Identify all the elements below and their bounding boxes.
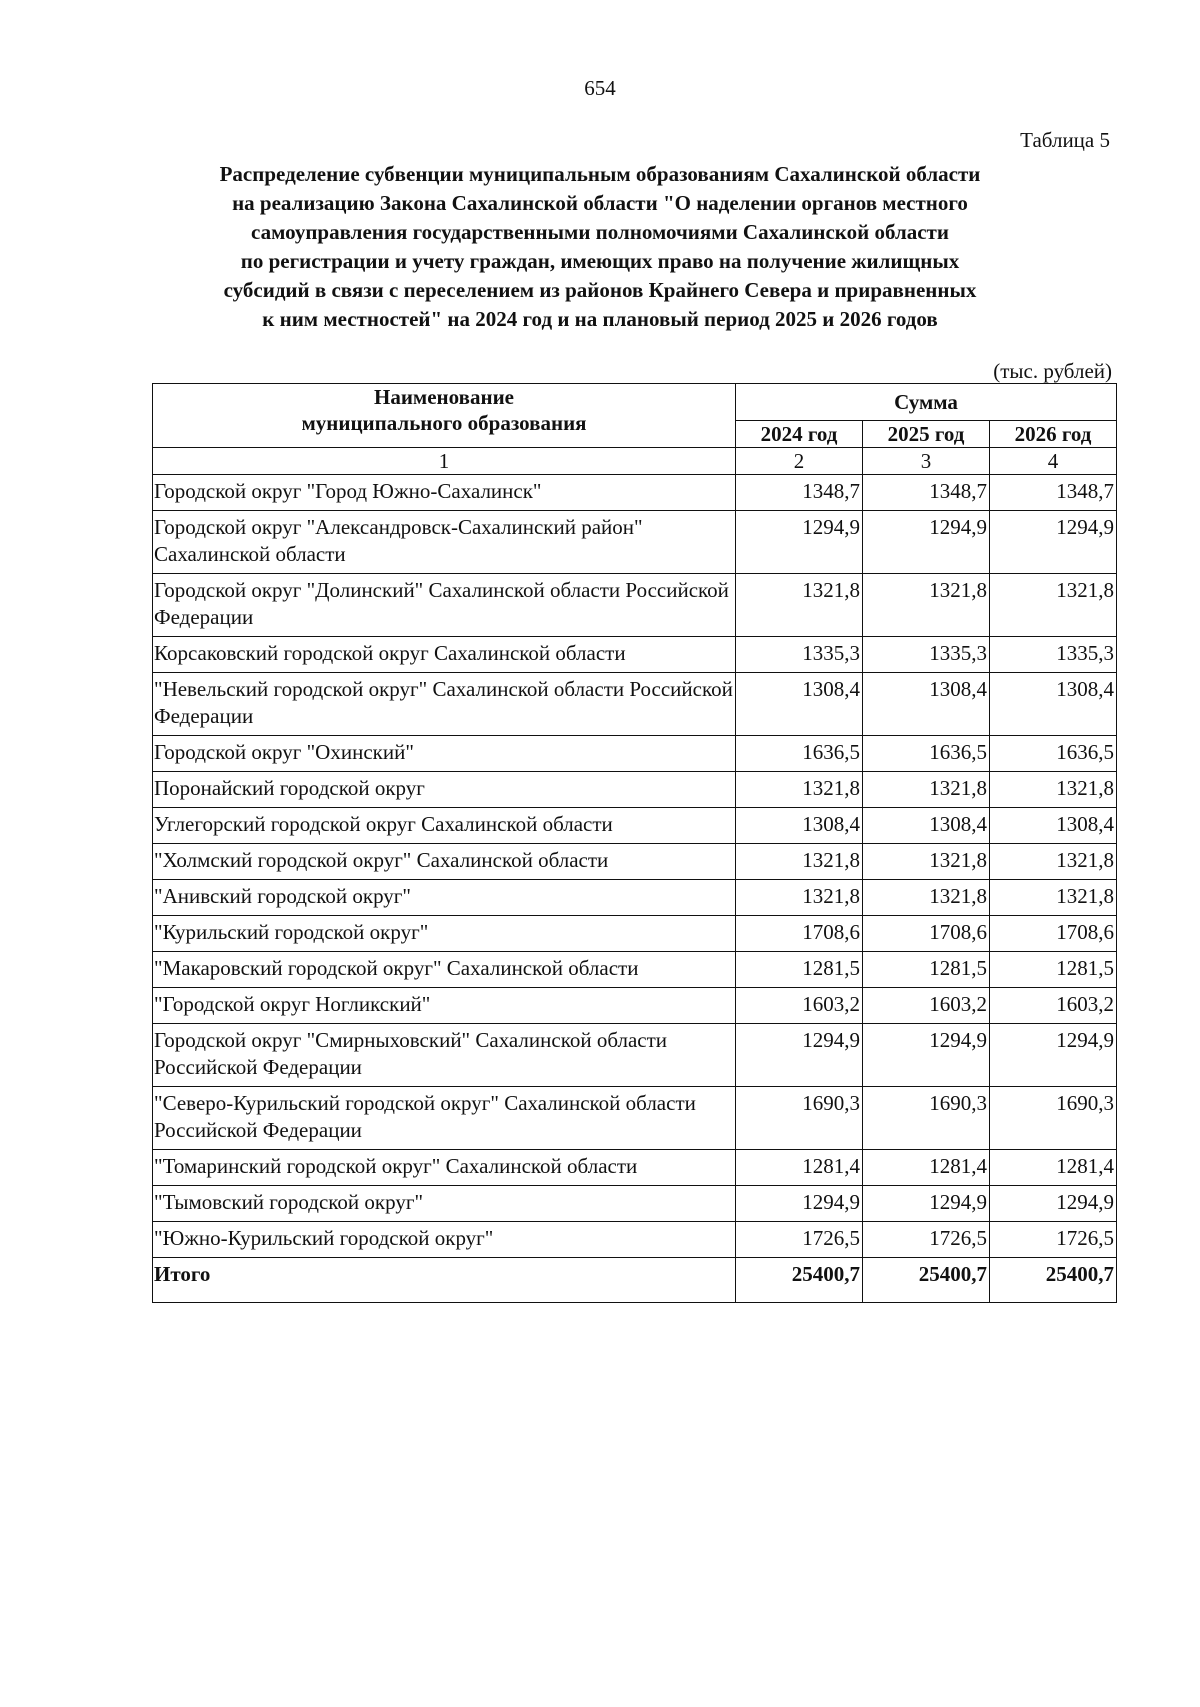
value-2026: 1321,8 [990,880,1117,916]
value-2024: 1726,5 [736,1222,863,1258]
value-2024: 1281,5 [736,952,863,988]
value-2026: 1281,5 [990,952,1117,988]
table-row [153,916,1117,952]
table-label: Таблица 5 [1020,128,1110,152]
value-2026: 1690,3 [990,1087,1117,1150]
title-line: Распределение субвенции муниципальным образованиям Сахалинской области [219,162,981,186]
value-2024: 1636,5 [736,736,863,772]
subvention-table [152,383,1117,1303]
municipality-name: Углегорский городской округ Сахалинской области [153,808,736,844]
value-2025: 1321,8 [863,772,990,808]
value-2026: 1294,9 [990,511,1117,574]
value-2025: 1294,9 [863,511,990,574]
value-2024: 1690,3 [736,1087,863,1150]
value-2025: 1281,5 [863,952,990,988]
units-label: (тыс. рублей) [993,359,1112,383]
table-row [153,511,1117,574]
header-name [153,384,736,448]
table-row [153,1150,1117,1186]
header-year-2026: 2026 год [990,421,1117,448]
municipality-name: Поронайский городской округ [153,772,736,808]
value-2026: 1335,3 [990,637,1117,673]
value-2026: 1321,8 [990,844,1117,880]
value-2026: 1603,2 [990,988,1117,1024]
total-2026: 25400,7 [990,1258,1117,1303]
value-2025: 1348,7 [863,475,990,511]
municipality-name: "Курильский городской округ" [153,916,736,952]
value-2024: 1348,7 [736,475,863,511]
municipality-name: "Невельский городской округ" Сахалинской области Российской Федерации [153,673,736,736]
municipality-name: "Макаровский городской округ" Сахалинской области [153,952,736,988]
value-2024: 1308,4 [736,673,863,736]
title-line: субсидий в связи с переселением из районов Крайнего Севера и приравненных [223,278,977,302]
value-2026: 1281,4 [990,1150,1117,1186]
document-title [150,160,1050,334]
header-sum: Сумма [736,384,1117,421]
value-2026: 1294,9 [990,1024,1117,1087]
municipality-name: Городской округ "Охинский" [153,736,736,772]
value-2024: 1708,6 [736,916,863,952]
table-body [153,475,1117,1258]
value-2025: 1281,4 [863,1150,990,1186]
table-row [153,673,1117,736]
table-row [153,952,1117,988]
title-line: к ним местностей" на 2024 год и на плановый период 2025 и 2026 годов [262,307,938,331]
value-2024: 1603,2 [736,988,863,1024]
table-row [153,574,1117,637]
municipality-name: "Северо-Курильский городской округ" Сахалинской области Российской Федерации [153,1087,736,1150]
municipality-name: Корсаковский городской округ Сахалинской области [153,637,736,673]
value-2025: 1321,8 [863,574,990,637]
page-number: 654 [584,76,616,100]
column-number: 4 [990,448,1117,475]
total-row [153,1258,1117,1303]
municipality-name: "Холмский городской округ" Сахалинской области [153,844,736,880]
table-row [153,988,1117,1024]
table-row [153,1024,1117,1087]
value-2025: 1726,5 [863,1222,990,1258]
table-row [153,736,1117,772]
column-number: 2 [736,448,863,475]
value-2025: 1308,4 [863,673,990,736]
table-row [153,475,1117,511]
title-line: на реализацию Закона Сахалинской области "О наделении органов местного [232,191,968,215]
header-name-line1: Наименование [374,385,514,409]
table-row [153,1186,1117,1222]
value-2024: 1281,4 [736,1150,863,1186]
municipality-name: Городской округ "Александровск-Сахалинский район" Сахалинской области [153,511,736,574]
table-row [153,1222,1117,1258]
table-row [153,637,1117,673]
title-line: по регистрации и учету граждан, имеющих право на получение жилищных [240,249,960,273]
municipality-name: "Южно-Курильский городской округ" [153,1222,736,1258]
value-2024: 1335,3 [736,637,863,673]
header-year-2025: 2025 год [863,421,990,448]
value-2024: 1294,9 [736,1024,863,1087]
value-2025: 1690,3 [863,1087,990,1150]
municipality-name: "Томаринский городской округ" Сахалинской области [153,1150,736,1186]
value-2026: 1636,5 [990,736,1117,772]
value-2025: 1294,9 [863,1186,990,1222]
municipality-name: Городской округ "Долинский" Сахалинской области Российской Федерации [153,574,736,637]
value-2025: 1603,2 [863,988,990,1024]
column-number: 1 [153,448,736,475]
value-2026: 1294,9 [990,1186,1117,1222]
header-name-line2: муниципального образования [301,411,587,435]
value-2025: 1708,6 [863,916,990,952]
municipality-name: "Анивский городской округ" [153,880,736,916]
value-2024: 1321,8 [736,772,863,808]
table-row [153,844,1117,880]
table-row [153,880,1117,916]
value-2024: 1294,9 [736,511,863,574]
title-line: самоуправления государственными полномочиями Сахалинской области [251,220,949,244]
value-2026: 1321,8 [990,574,1117,637]
value-2024: 1321,8 [736,574,863,637]
value-2024: 1294,9 [736,1186,863,1222]
total-2024: 25400,7 [736,1258,863,1303]
value-2026: 1348,7 [990,475,1117,511]
value-2024: 1308,4 [736,808,863,844]
value-2026: 1321,8 [990,772,1117,808]
value-2025: 1321,8 [863,880,990,916]
value-2026: 1308,4 [990,808,1117,844]
municipality-name: "Тымовский городской округ" [153,1186,736,1222]
total-2025: 25400,7 [863,1258,990,1303]
value-2024: 1321,8 [736,880,863,916]
municipality-name: "Городской округ Ногликский" [153,988,736,1024]
value-2026: 1726,5 [990,1222,1117,1258]
value-2026: 1308,4 [990,673,1117,736]
table-row [153,808,1117,844]
column-number: 3 [863,448,990,475]
header-year-2024: 2024 год [736,421,863,448]
value-2025: 1321,8 [863,844,990,880]
municipality-name: Городской округ "Смирныховский" Сахалинской области Российской Федерации [153,1024,736,1087]
table-row [153,1087,1117,1150]
value-2024: 1321,8 [736,844,863,880]
value-2025: 1308,4 [863,808,990,844]
total-label: Итого [153,1258,736,1303]
value-2026: 1708,6 [990,916,1117,952]
value-2025: 1636,5 [863,736,990,772]
value-2025: 1294,9 [863,1024,990,1087]
table-row [153,772,1117,808]
value-2025: 1335,3 [863,637,990,673]
municipality-name: Городской округ "Город Южно-Сахалинск" [153,475,736,511]
